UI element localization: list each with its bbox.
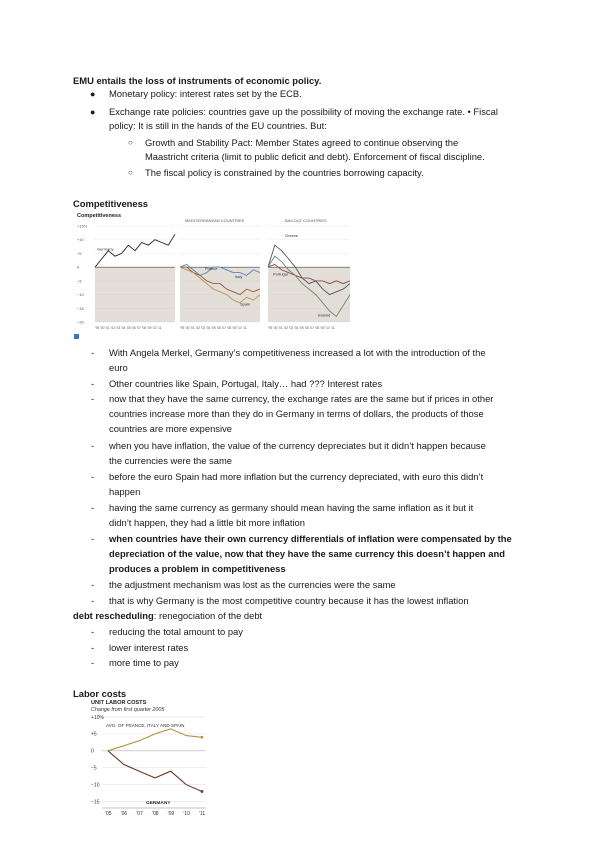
debt-heading [73, 610, 262, 622]
series-label-ireland: Ireland [318, 312, 331, 318]
series-label-portugal: Portugal [273, 271, 288, 277]
dash-bullet: - [91, 347, 95, 358]
x-tick-label: '10 [183, 811, 190, 817]
note-text: happen [109, 486, 141, 497]
x-tick-label: '08 [152, 811, 159, 817]
competitiveness-chart [75, 210, 350, 335]
note-text: Other countries like Spain, Portugal, Italy… had ??? Interest rates [109, 378, 383, 389]
note-text: euro [109, 362, 128, 373]
sub-bullet-text: Growth and Stability Pact: Member States agreed to continue observing the [145, 137, 459, 148]
sub-bullet-text: Maastricht criteria (limit to public deficit and debt). Enforcement of fiscal discipline. [145, 151, 485, 162]
dash-bullet: - [91, 502, 95, 513]
x-tick-label: '07 [136, 811, 143, 817]
bullet-dot-icon: ● [90, 89, 96, 99]
series-line-germany [108, 751, 202, 792]
y-tick-label: 0 [91, 748, 94, 755]
x-tick-label: '09 [167, 811, 175, 817]
chart-subtitle: Change from first quarter 2005 [91, 707, 165, 713]
panel-title: BAILOUT COUNTRIES [285, 218, 327, 223]
x-tick-label: '06 [120, 811, 128, 817]
x-tick-labels: '99 '00 '01 '02 '03 '04 '05 '06 '07 '08 '09 '10 '11 [180, 326, 247, 330]
debt-item: lower interest rates [109, 642, 189, 653]
note-text: the currencies were the same [109, 455, 232, 466]
dash-bullet: - [91, 579, 95, 590]
y-tick-label: 0 [77, 264, 80, 270]
y-tick-label: +10% [91, 714, 104, 721]
dash-bullet: - [91, 378, 95, 389]
y-tick-label: −20 [77, 319, 84, 325]
y-tick-label: −15 [77, 305, 84, 311]
series-label-greece: Greece [285, 232, 299, 238]
dash-bullet: - [91, 393, 95, 404]
series-endpoint [201, 790, 204, 793]
note-text: when you have inflation, the value of the currency depreciates but it didn’t happen because [109, 440, 486, 451]
unit-labor-costs-chart [88, 697, 218, 819]
bullet-text: Exchange rate policies: countries gave up the possibility of moving the exchange rate. • Fiscal [109, 106, 498, 117]
debt-item: reducing the total amount to pay [109, 626, 243, 637]
section-heading-competitiveness: Competitiveness [73, 198, 149, 209]
note-text-bold: depreciation of the value, now that they have the same currency this doesn’t happen and [109, 548, 505, 559]
series-label-italy: Italy [235, 274, 243, 280]
dash-bullet: - [91, 595, 95, 606]
bullet-dot-icon: ● [90, 107, 96, 117]
dash-bullet: - [91, 642, 95, 653]
panel-title: MEDITERRANEAN COUNTRIES [185, 218, 245, 223]
y-tick-label: −5 [91, 765, 97, 772]
series-label-spain: Spain [240, 301, 251, 307]
x-tick-labels: '99 '00 '01 '02 '03 '04 '05 '06 '07 '08 '09 '10 '11 [95, 326, 162, 330]
note-text: having the same currency as germany should mean having the same inflation as it but it [109, 502, 474, 513]
x-tick-labels: '99 '00 '01 '02 '03 '04 '05 '06 '07 '08 '09 '10 '11 [268, 326, 335, 330]
y-tick-label: −10 [91, 782, 100, 789]
dash-bullet: - [91, 440, 95, 451]
y-tick-label: −15 [91, 799, 100, 806]
y-tick-label: +5 [91, 731, 97, 738]
x-tick-label: '05 [105, 811, 112, 817]
debt-heading-bold: debt rescheduling [73, 610, 154, 621]
y-tick-label: +15% [77, 223, 88, 229]
series-label-germany: GERMANY [146, 801, 171, 806]
y-tick-label: +10 [77, 237, 84, 243]
dash-bullet: - [91, 626, 95, 637]
note-text: With Angela Merkel, Germany’s competitiveness increased a lot with the introduction of the [109, 347, 486, 358]
debt-heading-rest: : renegociation of the debt [153, 610, 263, 621]
x-tick-label: '11 [199, 811, 206, 817]
dash-bullet: - [91, 471, 95, 482]
note-text: countries increase more than they do in Germany in terms of dollars, the products of those [109, 408, 484, 419]
bullet-text: Monetary policy: interest rates set by the ECB. [109, 88, 302, 99]
dash-bullet: - [91, 657, 95, 668]
series-label-france: France [205, 265, 218, 271]
series-line-avg [108, 729, 202, 751]
section-heading-labor: Labor costs [73, 688, 127, 699]
debt-item: more time to pay [109, 657, 179, 668]
note-text: before the euro Spain had more inflation but the currency depreciated, with euro this didn’t [109, 471, 484, 482]
note-text-bold: when countries have their own currency differentials of inflation were compensated by the [109, 533, 512, 544]
note-text: the adjustment mechanism was lost as the currencies were the same [109, 579, 396, 590]
y-tick-label: −5 [77, 278, 82, 284]
bullet-text: policy: It is still in the hands of the EU countries. But: [109, 120, 327, 131]
series-endpoint [201, 736, 204, 739]
note-text: now that they have the same currency, the exchange rates are the same but if prices in other [109, 393, 494, 404]
note-text: didn’t happen, they had a little bit more inflation [109, 517, 305, 528]
series-label-germany: Germany [97, 246, 114, 252]
y-tick-label: −10 [77, 292, 84, 298]
section-heading-emu: EMU entails the loss of instruments of economic policy. [73, 75, 322, 86]
sub-bullet-text: The fiscal policy is constrained by the countries borrowing capacity. [145, 167, 424, 178]
series-label-avg: AVG. OF FRANCE, ITALY AND SPAIN [106, 723, 185, 728]
circle-bullet-icon: ○ [128, 138, 133, 147]
y-tick-label: +5 [77, 250, 82, 256]
note-text-bold: produces a problem in competitiveness [109, 563, 286, 574]
circle-bullet-icon: ○ [128, 168, 133, 177]
image-anchor-marker [74, 334, 79, 339]
note-text: that is why Germany is the most competitive country because it has the lowest inflation [109, 595, 469, 606]
chart-title: Competitiveness [77, 213, 122, 219]
note-text: countries are more expensive [109, 423, 232, 434]
dash-bullet: - [91, 533, 95, 544]
chart-title: UNIT LABOR COSTS [91, 700, 147, 706]
